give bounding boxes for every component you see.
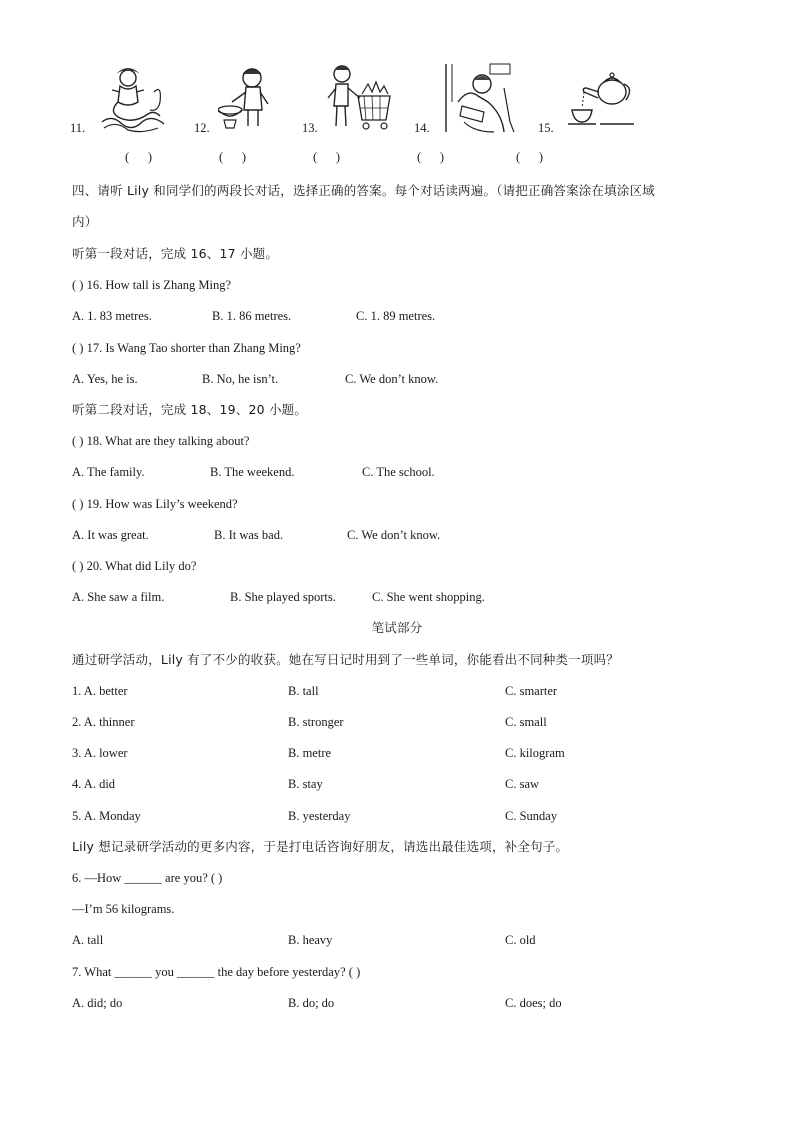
section-heading-continued: 内）: [72, 214, 98, 229]
option-a[interactable]: 2. A. thinner: [72, 715, 135, 729]
question-6: 6. —How ______ are you? ( ): [72, 871, 223, 885]
option-a[interactable]: A. Yes, he is.: [72, 372, 138, 386]
picture-11: [70, 62, 170, 142]
option-a[interactable]: 3. A. lower: [72, 746, 128, 760]
option-b[interactable]: B. heavy: [288, 933, 333, 947]
option-b[interactable]: B. metre: [288, 746, 332, 760]
question-20: ( ) 20. What did Lily do?: [72, 559, 197, 573]
option-c[interactable]: C. smarter: [505, 684, 558, 698]
option-b[interactable]: B. yesterday: [288, 809, 351, 823]
dialogue-1-instruction: 听第一段对话，完成 16、17 小题。: [72, 246, 279, 261]
picture-number: 11.: [70, 121, 86, 135]
question-16: ( ) 16. How tall is Zhang Ming?: [72, 278, 232, 292]
option-c[interactable]: C. saw: [505, 777, 540, 791]
picture-number: 12.: [194, 121, 210, 135]
option-c[interactable]: C. small: [505, 715, 547, 729]
picture-number: 13.: [302, 121, 318, 135]
option-c[interactable]: C. does; do: [505, 996, 562, 1010]
option-a[interactable]: A. She saw a film.: [72, 590, 165, 604]
picture-14: [414, 62, 524, 142]
option-c[interactable]: C. The school.: [362, 465, 435, 479]
option-a[interactable]: A. did; do: [72, 996, 123, 1010]
question-19: ( ) 19. How was Lily’s weekend?: [72, 497, 238, 511]
option-b[interactable]: B. tall: [288, 684, 319, 698]
man-reading-icon: [444, 62, 516, 134]
picture-15: [538, 62, 648, 142]
option-b[interactable]: B. 1. 86 metres.: [212, 309, 292, 323]
picture-12: [194, 62, 294, 142]
answer-bracket[interactable]: ( ): [516, 150, 544, 164]
vocabulary-instruction: 通过研学活动，Lily 有了不少的收获。她在写日记时用到了一些单词，你能看出不同种类一项吗？: [72, 652, 619, 667]
option-b[interactable]: B. She played sports.: [230, 590, 336, 604]
question-17: ( ) 17. Is Wang Tao shorter than Zhang Ming?: [72, 341, 301, 355]
option-a[interactable]: 1. A. better: [72, 684, 128, 698]
section-heading: 四、请听 Lily 和同学们的两段长对话，选择正确的答案。每个对话读两遍。（请把正确答案涂在填涂区域: [72, 183, 656, 198]
answer-bracket[interactable]: ( ): [313, 150, 341, 164]
option-a[interactable]: A. tall: [72, 933, 104, 947]
option-b[interactable]: B. The weekend.: [210, 465, 295, 479]
question-7: 7. What ______ you ______ the day before yesterday? ( ): [72, 965, 361, 979]
option-a[interactable]: A. 1. 83 metres.: [72, 309, 152, 323]
option-b[interactable]: B. do; do: [288, 996, 335, 1010]
answer-bracket[interactable]: ( ): [417, 150, 445, 164]
option-b[interactable]: B. No, he isn’t.: [202, 372, 279, 386]
option-a[interactable]: A. It was great.: [72, 528, 149, 542]
option-b[interactable]: B. stronger: [288, 715, 344, 729]
answer-bracket[interactable]: ( ): [219, 150, 247, 164]
question-6-answer-line: —I’m 56 kilograms.: [72, 902, 175, 916]
man-shopping-cart-icon: [326, 62, 392, 134]
option-c[interactable]: C. We don’t know.: [345, 372, 439, 386]
picture-13: [302, 62, 402, 142]
option-a[interactable]: A. The family.: [72, 465, 145, 479]
option-b[interactable]: B. stay: [288, 777, 323, 791]
picture-number: 14.: [414, 121, 430, 135]
option-b[interactable]: B. It was bad.: [214, 528, 284, 542]
option-a[interactable]: 4. A. did: [72, 777, 116, 791]
option-c[interactable]: C. We don’t know.: [347, 528, 441, 542]
picture-number: 15.: [538, 121, 554, 135]
question-18: ( ) 18. What are they talking about?: [72, 434, 250, 448]
option-c[interactable]: C. Sunday: [505, 809, 558, 823]
option-c[interactable]: C. kilogram: [505, 746, 565, 760]
answer-bracket[interactable]: ( ): [125, 150, 153, 164]
teapot-cup-icon: [564, 62, 636, 134]
boy-washing-icon: [218, 62, 282, 134]
picture-answer-brackets: [0, 150, 794, 170]
mermaid-icon: [98, 62, 168, 134]
option-c[interactable]: C. She went shopping.: [372, 590, 485, 604]
written-section-title: 笔试部分: [371, 620, 423, 635]
option-c[interactable]: C. 1. 89 metres.: [356, 309, 436, 323]
option-c[interactable]: C. old: [505, 933, 536, 947]
dialogue-2-instruction: 听第二段对话，完成 18、19、20 小题。: [72, 402, 308, 417]
completion-instruction: Lily 想记录研学活动的更多内容，于是打电话咨询好朋友，请选出最佳选项，补全句子。: [72, 839, 569, 854]
option-a[interactable]: 5. A. Monday: [72, 809, 141, 823]
picture-row: [70, 62, 710, 142]
